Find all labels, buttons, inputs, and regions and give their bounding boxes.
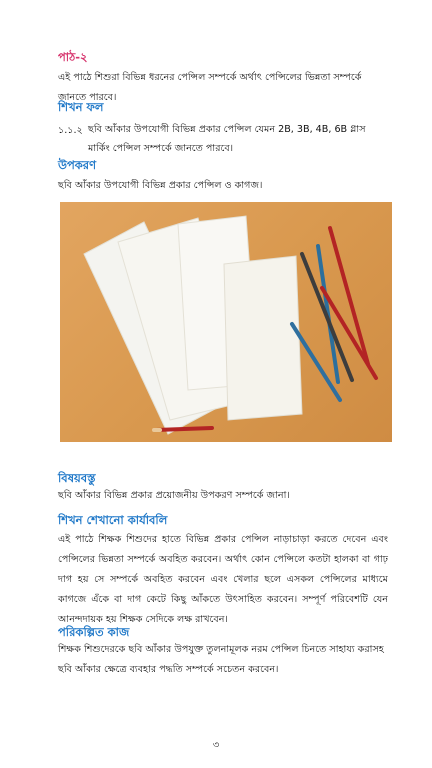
intro-text: এই পাঠে শিশুরা বিভিন্ন ধরনের পেন্সিল সম্পর্কে অর্থাৎ পেন্সিলের ভিন্নতা সম্পর্কে জানতে পারবে।	[58, 72, 362, 103]
pencil	[156, 428, 212, 430]
photo-illustration	[60, 202, 392, 442]
papers-and-pencils-photo	[60, 202, 392, 442]
content-heading: বিষয়বস্তু	[58, 471, 96, 485]
learning-outcome-heading: শিখন ফল	[58, 100, 104, 114]
activities-heading: শিখন শেখানো কার্যাবলি	[58, 513, 168, 527]
content-text: ছবি আঁকার বিভিন্ন প্রকার প্রয়োজনীয় উপকরণ সম্পর্কে জানা।	[58, 490, 290, 501]
page-number: ৩	[212, 740, 220, 751]
materials-text: ছবি আঁকার উপযোগী বিভিন্ন প্রকার পেন্সিল ও কাগজ।	[58, 180, 263, 191]
learning-outcome-text: ছবি আঁকার উপযোগী বিভিন্ন প্রকার পেন্সিল যেমন 2B, 3B, 4B, 6B গ্লাস মার্কিং পেন্সিল সম্পর্কে জানতে পারবে।	[88, 124, 366, 154]
pencil	[318, 246, 338, 382]
learning-outcome-number: ১.১.২	[58, 125, 83, 136]
lesson-title: পাঠ-২	[58, 50, 88, 64]
materials-heading: উপকরণ	[58, 158, 97, 172]
planned-work-heading: পরিকল্পিত কাজ	[58, 625, 130, 639]
activities-text: এই পাঠে শিক্ষক শিশুদের হাতে বিভিন্ন প্রকার পেন্সিল নাড়াচাড়া করতে দেবেন এবং পেন্সিলের ভিন্নতা সম্পর্কে অবহিত করবেন। অর্থাৎ কোন পেন্সিলে কতটা হালকা বা গাঢ় দাগ হয় সে সম্পর্কে অবহিত করবেন এবং খেলার ছলে এসকল পেন্সিলের মাধ্যমে কাগজে এঁকে বা দাগ কেটে কিছু আঁকতে উৎসাহিত করবেন। সম্পূর্ণ পরিবেশটি যেন আনন্দদায়ক হয় শিক্ষক সেদিকে লক্ষ রাখবেন।	[58, 534, 388, 625]
paper-sheet	[224, 256, 302, 420]
planned-work-text: শিক্ষক শিশুদেরকে ছবি আঁকার উপযুক্ত তুলনামূলক নরম পেন্সিল চিনতে সাহায্য করাসহ ছবি আঁকার ক্ষেত্রে ব্যবহার পদ্ধতি সম্পর্কে সচেতন করবেন।	[58, 644, 384, 675]
